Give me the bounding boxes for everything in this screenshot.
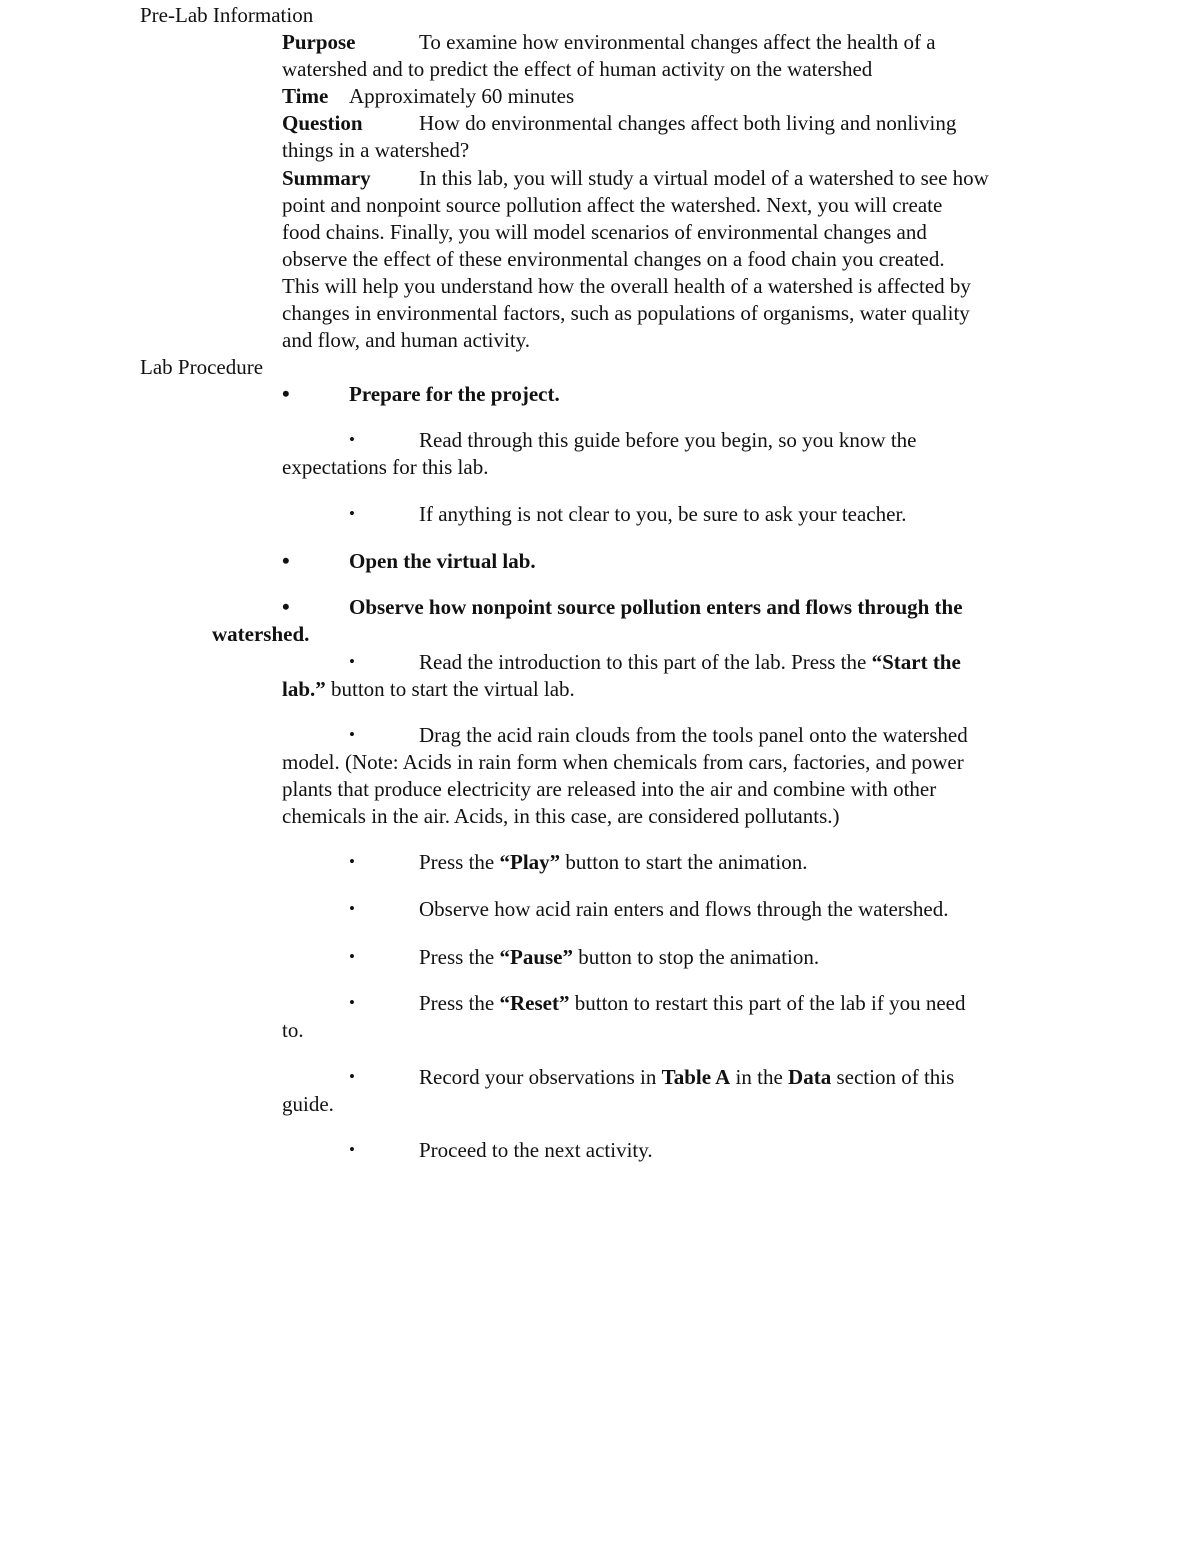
- step-observe-sub7-line1: [419, 1064, 954, 1090]
- step-prepare-title: Prepare for the project.: [349, 382, 560, 406]
- step-observe-sub2-line: plants that produce electricity are released into the air and combine with other: [282, 777, 937, 801]
- summary-label: Summary: [282, 166, 371, 190]
- bullet-icon: •: [349, 725, 355, 744]
- summary-text-line: and flow, and human activity.: [282, 328, 531, 352]
- step-observe-title-line2: watershed.: [212, 622, 310, 646]
- step-observe-sub1-line1: [419, 649, 961, 675]
- text-run: in the: [730, 1065, 789, 1089]
- bullet-icon: •: [349, 1067, 355, 1086]
- bullet-icon: •: [349, 947, 355, 966]
- time-text: Approximately 60 minutes: [349, 84, 575, 108]
- step-observe-sub2-line1: Drag the acid rain clouds from the tools panel onto the watershed: [419, 723, 968, 747]
- bullet-icon: •: [349, 430, 355, 449]
- bullet-icon: •: [349, 852, 355, 871]
- text-run: Press the: [419, 850, 500, 874]
- bullet-icon: •: [349, 993, 355, 1012]
- reset-button-ref: “Reset”: [499, 991, 570, 1015]
- text-run: Read the introduction to this part of the lab. Press the: [419, 650, 872, 674]
- lab-procedure-heading: Lab Procedure: [140, 355, 264, 379]
- pause-button-ref: “Pause”: [499, 945, 573, 969]
- text-run: button to start the animation.: [560, 850, 808, 874]
- text-run: button to start the virtual lab.: [325, 677, 575, 701]
- start-lab-button-ref: lab.”: [282, 677, 326, 701]
- question-text-line1: How do environmental changes affect both living and nonliving: [419, 111, 957, 135]
- step-observe-sub7-line2: guide.: [282, 1092, 334, 1116]
- question-text-line2: things in a watershed?: [282, 138, 470, 162]
- question-label: Question: [282, 111, 363, 135]
- summary-text-line: food chains. Finally, you will model scenarios of environmental changes and: [282, 220, 927, 244]
- step-prepare-sub1-line2: expectations for this lab.: [282, 455, 489, 479]
- purpose-text-line1: To examine how environmental changes affect the health of a: [419, 30, 936, 54]
- step-observe-sub5: [419, 944, 819, 970]
- text-run: Press the: [419, 945, 500, 969]
- text-run: Record your observations in: [419, 1065, 662, 1089]
- summary-text-line: changes in environmental factors, such as populations of organisms, water quality: [282, 301, 970, 325]
- bullet-icon: •: [282, 594, 290, 619]
- summary-text-line: point and nonpoint source pollution affect the watershed. Next, you will create: [282, 193, 943, 217]
- step-observe-title-line1: Observe how nonpoint source pollution enters and flows through the: [349, 595, 963, 619]
- summary-text-line: observe the effect of these environmental changes on a food chain you created.: [282, 247, 945, 271]
- pre-lab-heading: Pre-Lab Information: [140, 3, 314, 27]
- bullet-icon: •: [349, 1140, 355, 1159]
- bullet-icon: •: [349, 899, 355, 918]
- step-observe-sub4: Observe how acid rain enters and flows through the watershed.: [419, 897, 949, 921]
- step-open-lab-title: Open the virtual lab.: [349, 549, 536, 573]
- bullet-icon: •: [282, 381, 290, 406]
- bullet-icon: •: [349, 652, 355, 671]
- step-observe-sub3: [419, 849, 807, 875]
- step-observe-sub2-line: chemicals in the air. Acids, in this case, are considered pollutants.): [282, 804, 840, 828]
- data-section-ref: Data: [788, 1065, 832, 1089]
- text-run: section of this: [831, 1065, 955, 1089]
- play-button-ref: “Play”: [499, 850, 561, 874]
- text-run: button to stop the animation.: [573, 945, 820, 969]
- purpose-text-line2: watershed and to predict the effect of human activity on the watershed: [282, 57, 873, 81]
- table-a-ref: Table A: [661, 1065, 731, 1089]
- step-observe-sub8: Proceed to the next activity.: [419, 1138, 653, 1162]
- text-run: button to restart this part of the lab if you need: [569, 991, 966, 1015]
- step-prepare-sub1-line1: Read through this guide before you begin, so you know the: [419, 428, 917, 452]
- purpose-label: Purpose: [282, 30, 356, 54]
- step-prepare-sub2: If anything is not clear to you, be sure to ask your teacher.: [419, 502, 907, 526]
- step-observe-sub6-line2: to.: [282, 1018, 304, 1042]
- text-run: Press the: [419, 991, 500, 1015]
- time-label: Time: [282, 84, 329, 108]
- bullet-icon: •: [349, 504, 355, 523]
- summary-text-line: This will help you understand how the overall health of a watershed is affected by: [282, 274, 971, 298]
- step-observe-sub2-line: model. (Note: Acids in rain form when chemicals from cars, factories, and power: [282, 750, 964, 774]
- summary-text-line1: In this lab, you will study a virtual model of a watershed to see how: [419, 166, 989, 190]
- start-lab-button-ref: “Start the: [871, 650, 961, 674]
- step-observe-sub6-line1: [419, 990, 965, 1016]
- step-observe-sub1-line2: [282, 676, 575, 702]
- bullet-icon: •: [282, 548, 290, 573]
